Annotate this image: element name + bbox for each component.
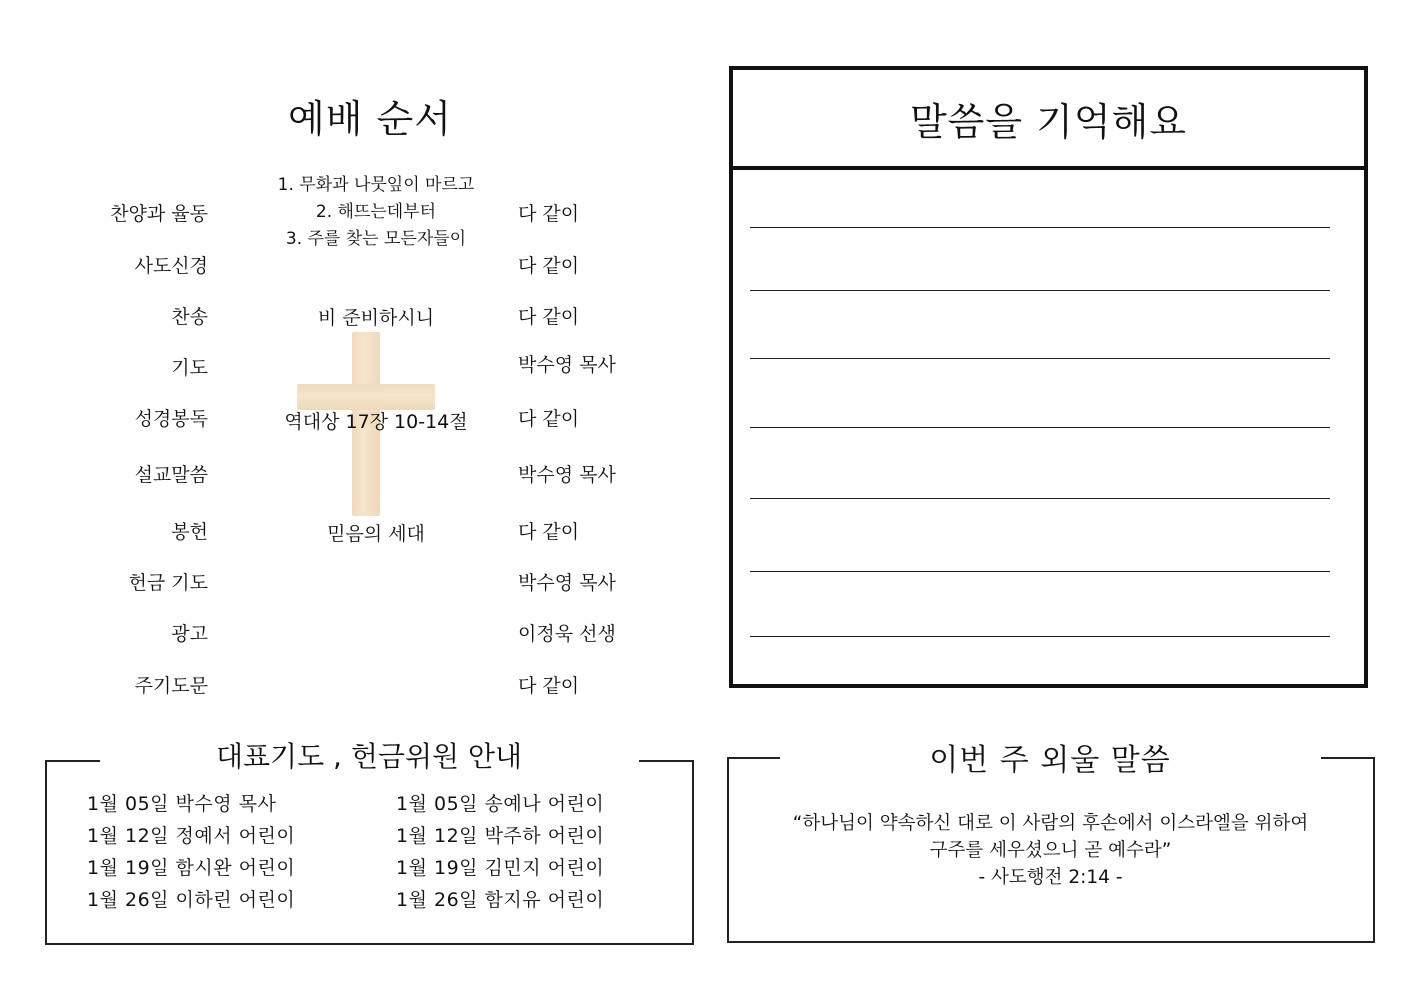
offering-entry: 1월 12일 박주하 어린이	[396, 825, 605, 847]
order-item-announcements: 광고	[171, 623, 208, 645]
order-leader-lords-prayer: 다 같이	[518, 675, 580, 697]
frame-border-right	[1321, 757, 1373, 759]
writing-line	[750, 427, 1330, 428]
prayer-schedule-title: 대표기도 , 헌금위원 안내	[215, 740, 523, 773]
order-item-offering-prayer: 헌금 기도	[128, 572, 208, 594]
prayer-entry: 1월 26일 이하린 어린이	[87, 889, 296, 911]
frame-border-right	[639, 760, 692, 762]
writing-line	[750, 571, 1330, 572]
hymn-item: 2. 해뜨는데부터	[315, 202, 437, 222]
writing-line	[750, 227, 1330, 228]
order-detail-scripture: 역대상 17장 10-14절	[284, 411, 468, 433]
frame-border-left	[45, 760, 100, 762]
verse-reference: - 사도행전 2:14 -	[978, 867, 1123, 888]
order-item-offering: 봉헌	[171, 521, 208, 543]
order-leader-offering: 다 같이	[518, 521, 580, 543]
writing-line	[750, 498, 1330, 499]
hymn-item: 3. 주를 찾는 모든자들이	[285, 229, 467, 249]
order-leader-announcements: 이정욱 선생	[518, 623, 616, 645]
order-item-creed: 사도신경	[134, 255, 208, 277]
prayer-entry: 1월 05일 박수영 목사	[87, 793, 277, 815]
offering-entry: 1월 05일 송예나 어린이	[396, 793, 605, 815]
order-detail-hymn: 비 준비하시니	[317, 307, 435, 329]
order-leader-sermon: 박수영 목사	[518, 464, 616, 486]
order-leader-scripture: 다 같이	[518, 408, 580, 430]
prayer-entry: 1월 12일 정예서 어린이	[87, 825, 296, 847]
prayer-entry: 1월 19일 함시완 어린이	[87, 857, 296, 879]
verse-line: 구주를 세우셨으니 곧 예수라”	[929, 840, 1172, 861]
frame-border-left	[727, 757, 780, 759]
memory-verse-title: 이번 주 외울 말씀	[929, 743, 1171, 778]
order-item-lords-prayer: 주기도문	[134, 675, 208, 697]
worship-order-title: 예배 순서	[288, 97, 452, 141]
order-leader-hymn: 다 같이	[518, 306, 580, 328]
order-detail-offering: 믿음의 세대	[327, 523, 425, 545]
order-leader-prayer: 박수영 목사	[518, 354, 616, 376]
writing-line	[750, 636, 1330, 637]
memory-verse-text	[729, 810, 1372, 891]
order-item-praise: 찬양과 율동	[110, 203, 208, 225]
order-leader-offering-prayer: 박수영 목사	[518, 572, 616, 594]
order-leader-creed: 다 같이	[518, 255, 580, 277]
writing-line	[750, 358, 1330, 359]
order-item-prayer: 기도	[171, 357, 208, 379]
hymn-list	[245, 172, 507, 253]
writing-line	[750, 290, 1330, 291]
verse-line: “하나님이 약속하신 대로 이 사람의 후손에서 이스라엘을 위하여	[792, 813, 1309, 834]
offering-entry: 1월 19일 김민지 어린이	[396, 857, 605, 879]
order-item-hymn: 찬송	[171, 306, 208, 328]
offering-entry: 1월 26일 함지유 어린이	[396, 889, 605, 911]
memory-box-title: 말씀을 기억해요	[733, 70, 1364, 170]
order-item-scripture: 성경봉독	[134, 408, 208, 430]
memory-box	[729, 66, 1368, 688]
hymn-item: 1. 무화과 나뭇잎이 마르고	[277, 175, 475, 195]
order-leader-praise: 다 같이	[518, 203, 580, 225]
order-item-sermon: 설교말씀	[134, 464, 208, 486]
